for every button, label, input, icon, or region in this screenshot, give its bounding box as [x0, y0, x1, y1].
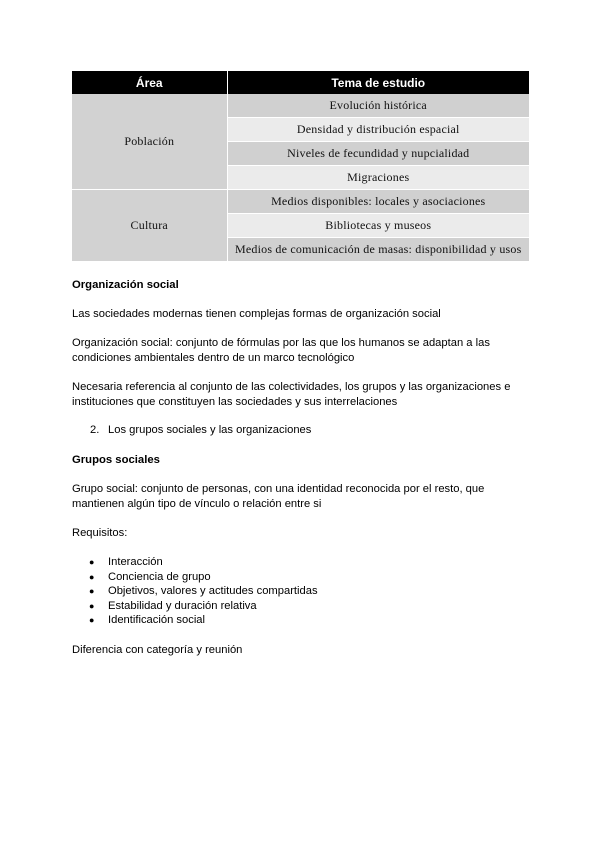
- list-item-text: Estabilidad y duración relativa: [108, 599, 257, 612]
- table-row: [72, 190, 529, 214]
- topic-cell: Migraciones: [227, 166, 529, 190]
- area-cell-poblacion: Población: [72, 94, 227, 190]
- list-item: [72, 555, 318, 570]
- header-topic: Tema de estudio: [227, 71, 529, 94]
- list-item-text: Identificación social: [108, 614, 206, 627]
- paragraph: Necesaria referencia al conjunto de las colectividades, los grupos y las organizaciones e instituciones que constituyen las sociedades y sus interrelaciones: [72, 381, 511, 408]
- paragraph: Grupo social: conjunto de personas, con una identidad reconocida por el resto, que mantienen algún tipo de vínculo o relación entre si: [72, 483, 485, 510]
- list-item-text: Interacción: [108, 556, 163, 568]
- topic-cell: Niveles de fecundidad y nupcialidad: [227, 142, 529, 166]
- list-item: [72, 570, 318, 585]
- requisitos-label: Requisitos:: [72, 527, 128, 539]
- list-item: [72, 424, 311, 436]
- list-item-text: Conciencia de grupo: [108, 570, 211, 583]
- header-area: Área: [72, 71, 227, 94]
- requisitos-list: [72, 555, 318, 628]
- topic-cell: Bibliotecas y museos: [227, 214, 529, 238]
- topic-cell: Evolución histórica: [227, 94, 529, 118]
- paragraph: Las sociedades modernas tienen complejas formas de organización social: [72, 308, 441, 320]
- numbered-list: [72, 424, 311, 436]
- area-cell-cultura: Cultura: [72, 190, 227, 262]
- paragraph: Diferencia con categoría y reunión: [72, 644, 243, 656]
- list-item: [72, 599, 318, 614]
- study-areas-table: [72, 71, 529, 262]
- heading-organizacion-social: Organización social: [72, 279, 179, 291]
- bullet-icon: ●: [89, 586, 95, 597]
- list-item-text: Objetivos, valores y actitudes compartidas: [108, 585, 318, 598]
- list-number: 2.: [90, 424, 100, 436]
- bullet-icon: ●: [89, 615, 95, 626]
- topic-cell: Medios de comunicación de masas: disponibilidad y usos: [227, 238, 529, 262]
- table-row: [72, 94, 529, 118]
- topic-cell: Medios disponibles: locales y asociaciones: [227, 190, 529, 214]
- list-item: [72, 584, 318, 599]
- paragraph: Organización social: conjunto de fórmulas por las que los humanos se adaptan a las condiciones ambientales dentro de un marco tecnológico: [72, 337, 490, 364]
- list-item-text: Los grupos sociales y las organizaciones: [108, 424, 312, 436]
- bullet-icon: ●: [89, 571, 95, 582]
- bullet-icon: ●: [89, 557, 95, 567]
- topic-cell: Densidad y distribución espacial: [227, 118, 529, 142]
- bullet-icon: ●: [89, 600, 95, 611]
- table-header-row: [72, 71, 529, 94]
- list-item: [72, 613, 318, 628]
- heading-grupos-sociales: Grupos sociales: [72, 454, 160, 466]
